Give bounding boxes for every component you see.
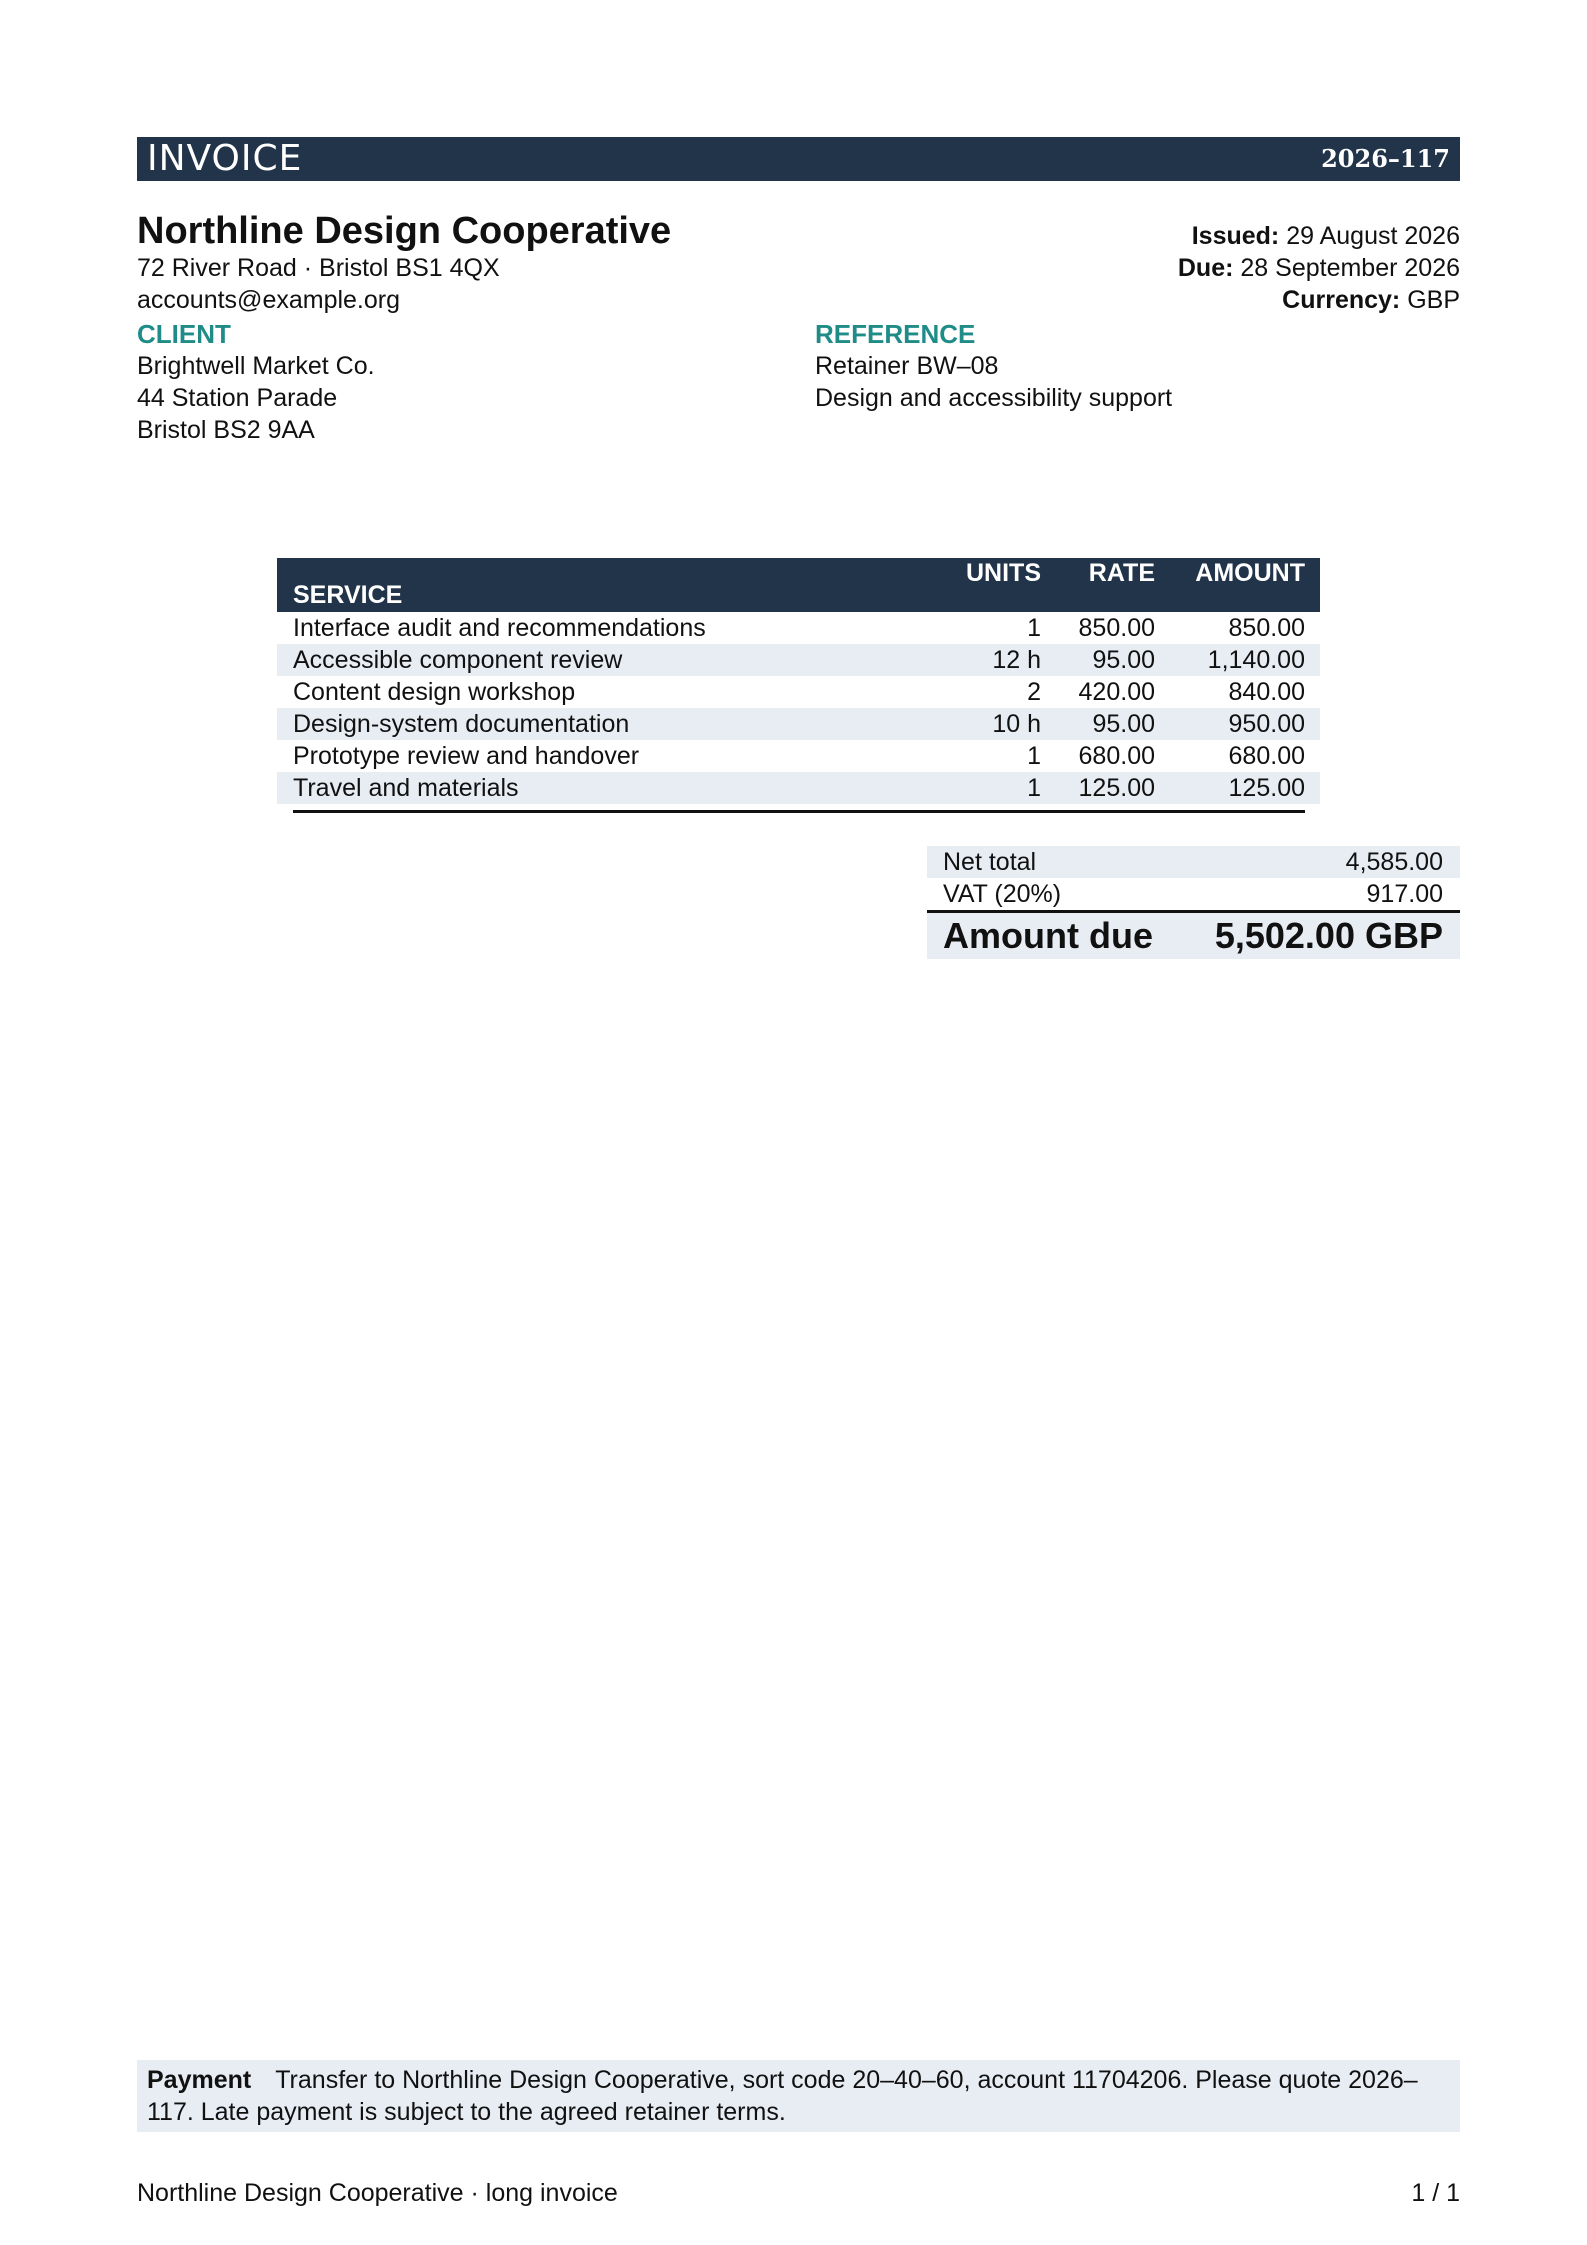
col-header-rate: RATE <box>1088 559 1155 587</box>
cell-service: Interface audit and recommendations <box>293 614 706 642</box>
services-table-header <box>277 558 1320 612</box>
currency <box>1282 284 1460 316</box>
cell-units: 12 h <box>992 646 1041 674</box>
company-email: accounts@example.org <box>137 286 401 314</box>
table-row <box>277 740 1320 772</box>
services-table-body <box>277 612 1320 804</box>
company-address: 72 River Road · Bristol BS1 4QX <box>137 254 500 282</box>
issued-date <box>1192 220 1460 252</box>
currency-label: Currency: <box>1282 286 1401 314</box>
table-bottom-rule <box>293 810 1305 813</box>
cell-rate: 420.00 <box>1078 678 1155 706</box>
col-header-units: UNITS <box>966 559 1041 587</box>
cell-amount: 850.00 <box>1228 614 1305 642</box>
cell-rate: 125.00 <box>1078 774 1155 802</box>
cell-units: 2 <box>1027 678 1041 706</box>
issued-label: Issued: <box>1191 222 1280 250</box>
cell-amount: 1,140.00 <box>1207 646 1305 674</box>
net-total-row <box>927 846 1460 878</box>
due-value: 28 September 2026 <box>1240 254 1460 282</box>
cell-amount: 950.00 <box>1228 710 1305 738</box>
reference-description: Design and accessibility support <box>815 384 1173 412</box>
title-banner <box>137 137 1460 181</box>
currency-value: GBP <box>1407 286 1460 314</box>
col-header-amount: AMOUNT <box>1195 559 1305 587</box>
table-row <box>277 612 1320 644</box>
document-title: INVOICE <box>147 138 303 179</box>
reference-code: Retainer BW–08 <box>815 352 999 380</box>
table-row <box>277 676 1320 708</box>
totals-block <box>927 846 1460 959</box>
due-date <box>1178 252 1460 284</box>
footer-text: Northline Design Cooperative · long invoice <box>137 2179 618 2207</box>
payment-label: Payment <box>147 2066 252 2094</box>
vat-label: VAT (20%) <box>943 880 1062 908</box>
client-street: 44 Station Parade <box>137 384 338 412</box>
page-number: 1 / 1 <box>1411 2179 1460 2207</box>
cell-units: 1 <box>1027 742 1041 770</box>
cell-units: 1 <box>1027 614 1041 642</box>
payment-text: Transfer to Northline Design Cooperative, sort code 20–40–60, account 11704206. Please quote 2026–117. Late payment is subject to the agreed retainer terms. <box>147 2066 1418 2126</box>
client-name: Brightwell Market Co. <box>137 352 375 380</box>
cell-rate: 95.00 <box>1092 710 1155 738</box>
table-row <box>277 644 1320 676</box>
table-row <box>277 708 1320 740</box>
cell-amount: 125.00 <box>1228 774 1305 802</box>
cell-service: Prototype review and handover <box>293 742 640 770</box>
cell-amount: 680.00 <box>1228 742 1305 770</box>
cell-units: 10 h <box>992 710 1041 738</box>
cell-service: Travel and materials <box>293 774 519 802</box>
payment-note <box>137 2060 1460 2132</box>
cell-service: Content design workshop <box>293 678 576 706</box>
vat-row <box>927 878 1460 910</box>
amount-due-value: 5,502.00 GBP <box>1214 915 1443 956</box>
cell-rate: 95.00 <box>1092 646 1155 674</box>
cell-rate: 680.00 <box>1078 742 1155 770</box>
cell-service: Accessible component review <box>293 646 623 674</box>
amount-due-label: Amount due <box>943 915 1153 956</box>
cell-rate: 850.00 <box>1078 614 1155 642</box>
cell-amount: 840.00 <box>1228 678 1305 706</box>
net-total-value: 4,585.00 <box>1345 848 1443 876</box>
table-row <box>277 772 1320 804</box>
reference-heading: REFERENCE <box>815 319 976 349</box>
issued-value: 29 August 2026 <box>1286 222 1460 250</box>
due-label: Due: <box>1177 254 1234 282</box>
company-name: Northline Design Cooperative <box>137 210 672 252</box>
vat-value: 917.00 <box>1366 880 1443 908</box>
cell-units: 1 <box>1027 774 1041 802</box>
client-city: Bristol BS2 9AA <box>137 416 315 444</box>
client-heading: CLIENT <box>137 319 231 349</box>
col-header-service: SERVICE <box>293 581 403 609</box>
amount-due-row <box>927 913 1460 959</box>
net-total-label: Net total <box>943 848 1037 876</box>
cell-service: Design-system documentation <box>293 710 630 738</box>
invoice-number: 2026–117 <box>1321 144 1450 173</box>
